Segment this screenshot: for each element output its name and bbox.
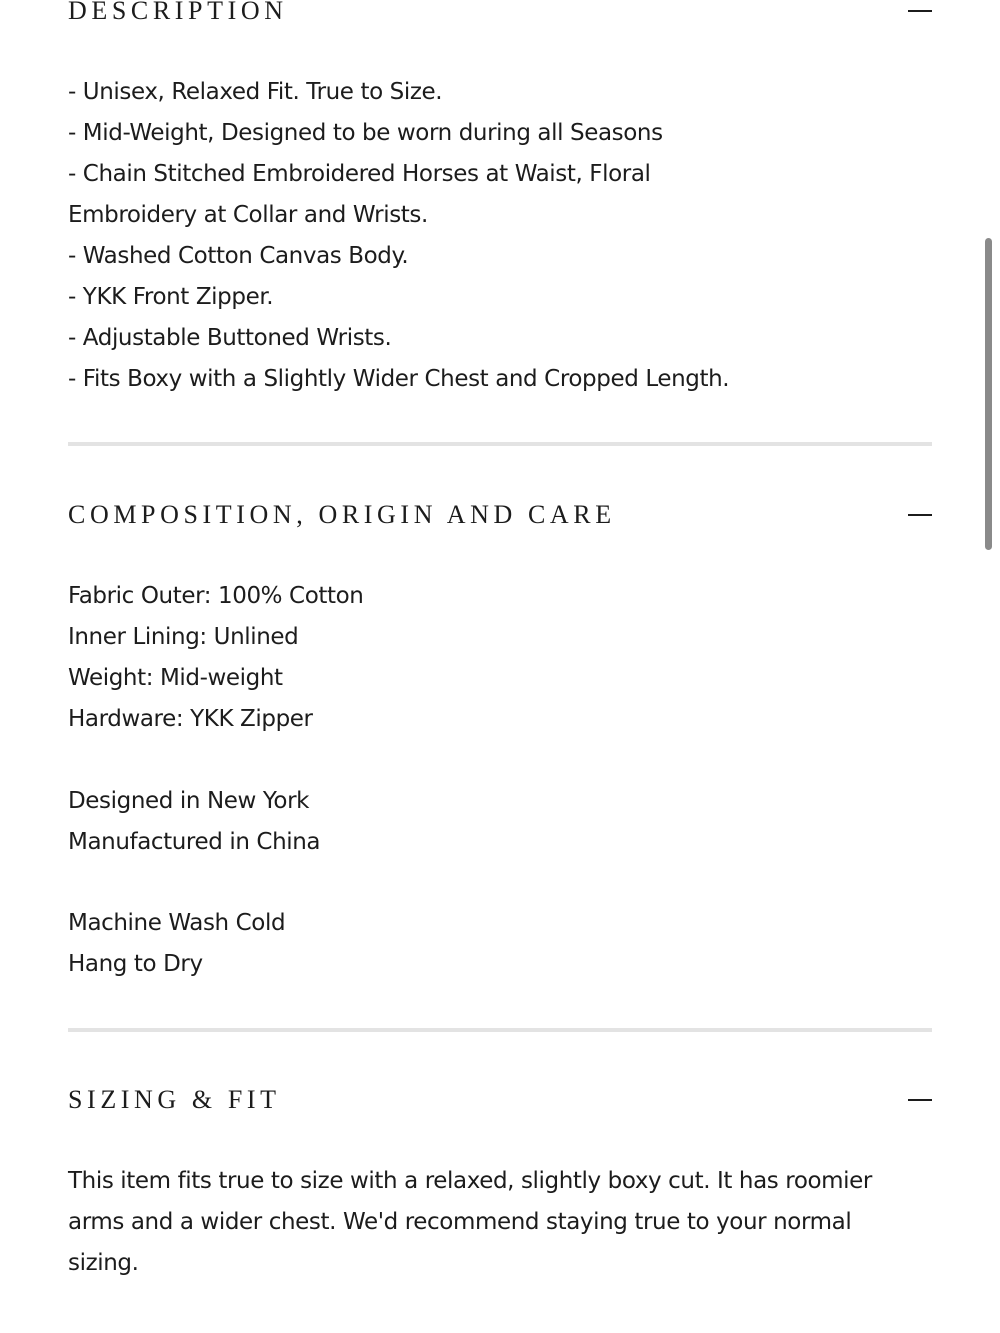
material-line: Inner Lining: Unlined: [68, 624, 299, 650]
origin-line: Manufactured in China: [68, 829, 321, 855]
material-line: Weight: Mid-weight: [68, 665, 283, 691]
description-line: Embroidery at Collar and Wrists.: [68, 202, 428, 228]
description-line: - YKK Front Zipper.: [68, 284, 274, 310]
description-section-title: DESCRIPTION: [68, 0, 288, 25]
description-line: - Mid-Weight, Designed to be worn during all Seasons: [68, 120, 663, 146]
material-line: Fabric Outer: 100% Cotton: [68, 583, 364, 609]
minus-icon[interactable]: [908, 1099, 932, 1101]
description-line: - Unisex, Relaxed Fit. True to Size.: [68, 79, 443, 105]
minus-icon[interactable]: [908, 10, 932, 12]
composition-section-header[interactable]: [68, 495, 932, 535]
care-line: Machine Wash Cold: [68, 910, 286, 936]
composition-origin: [68, 781, 932, 863]
origin-line: Designed in New York: [68, 788, 310, 814]
sizing-section-title: SIZING & FIT: [68, 1085, 281, 1114]
scrollbar-thumb[interactable]: [985, 238, 992, 550]
sizing-description: This item fits true to size with a relaxed, slightly boxy cut. It has roomier arms and a wider chest. We'd recommend staying true to your normal sizing.: [68, 1168, 872, 1276]
care-line: Hang to Dry: [68, 951, 203, 977]
description-list: [68, 72, 932, 400]
section-divider: [68, 1028, 932, 1032]
composition-care: [68, 903, 932, 985]
composition-section-title: COMPOSITION, ORIGIN AND CARE: [68, 500, 616, 529]
sizing-section-header[interactable]: [68, 1080, 932, 1120]
description-line: - Adjustable Buttoned Wrists.: [68, 325, 392, 351]
description-line: - Washed Cotton Canvas Body.: [68, 243, 409, 269]
description-line: - Fits Boxy with a Slightly Wider Chest and Cropped Length.: [68, 366, 730, 392]
composition-materials: [68, 576, 932, 740]
material-line: Hardware: YKK Zipper: [68, 706, 313, 732]
description-line: - Chain Stitched Embroidered Horses at Waist, Floral: [68, 161, 651, 187]
minus-icon[interactable]: [908, 514, 932, 516]
description-section-header[interactable]: [68, 0, 932, 31]
section-divider: [68, 442, 932, 446]
